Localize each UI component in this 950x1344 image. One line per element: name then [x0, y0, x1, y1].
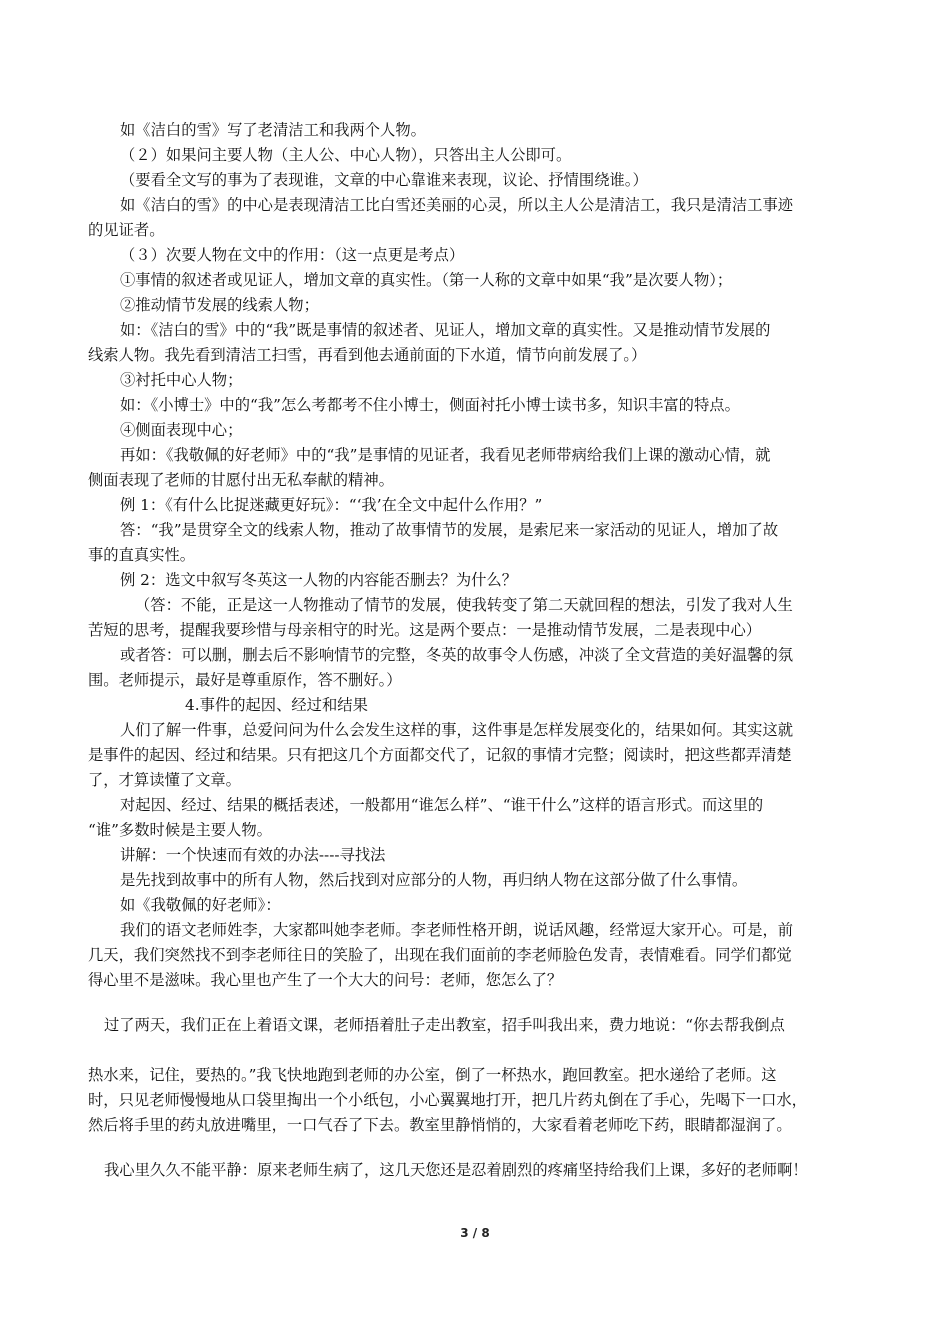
text-line: 对起因、经过、结果的概括表述，一般都用“谁怎么样”、“谁干什么”这样的语言形式。而这里的 [120, 796, 764, 814]
text-line: 事的直真实性。 [88, 546, 196, 564]
text-line: 的见证者。 [88, 221, 165, 239]
text-line: ③衬托中心人物； [120, 371, 243, 389]
text-line: （要看全文写的事为了表现谁，文章的中心靠谁来表现，议论、抒情围绕谁。） [120, 171, 648, 189]
text-line: 讲解：一个快速而有效的办法----寻找法 [120, 846, 386, 864]
text-line: 几天，我们突然找不到李老师往日的笑脸了，出现在我们面前的李老师脸色发青，表情难看。同学们都觉 [88, 946, 792, 964]
text-line: 我们的语文老师姓李，大家都叫她李老师。李老师性格开朗，说话风趣，经常逗大家开心。可是，前 [120, 921, 794, 939]
text-line: “谁”多数时候是主要人物。 [88, 821, 272, 839]
text-line: 如：《洁白的雪》中的“我”既是事情的叙述者、见证人，增加文章的真实性。又是推动情节发展的 [120, 321, 771, 339]
text-line: 如《洁白的雪》写了老清洁工和我两个人物。 [120, 121, 426, 139]
text-line: ②推动情节发展的线索人物； [120, 296, 319, 314]
text-line: 是事件的起因、经过和结果。只有把这几个方面都交代了，记叙的事情才完整；阅读时，把这些都弄清楚 [88, 746, 792, 764]
text-line: 或者答：可以删，删去后不影响情节的完整，冬英的故事令人伤感，冲淡了全文营造的美好温馨的氛 [120, 646, 794, 664]
text-line: 线索人物。我先看到清洁工扫雪，再看到他去通前面的下水道，情节向前发展了。） [88, 346, 647, 364]
text-line: 人们了解一件事，总爱问问为什么会发生这样的事，这件事是怎样发展变化的，结果如何。其实这就 [120, 721, 794, 739]
text-line: 时，只见老师慢慢地从口袋里掏出一个小纸包，小心翼翼地打开，把几片药丸倒在了手心，先喝下一口水， [88, 1091, 807, 1109]
text-line: （３）次要人物在文中的作用：（这一点更是考点） [120, 246, 465, 264]
page-number: 3 / 8 [460, 1226, 490, 1240]
text-line: 侧面表现了老师的甘愿付出无私奉献的精神。 [88, 471, 394, 489]
text-line: 例 1：《有什么比捉迷藏更好玩》：“‘我’在全文中起什么作用？” [120, 496, 543, 514]
text-line: 是先找到故事中的所有人物，然后找到对应部分的人物，再归纳人物在这部分做了什么事情。 [120, 871, 748, 889]
text-line: 再如：《我敬佩的好老师》中的“我”是事情的见证者，我看见老师带病给我们上课的激动心情，就 [120, 446, 771, 464]
text-line: ①事情的叙述者或见证人，增加文章的真实性。（第一人称的文章中如果“我”是次要人物）； [120, 271, 733, 289]
text-line: 得心里不是滋味。我心里也产生了一个大大的问号：老师，您怎么了？ [88, 971, 563, 989]
text-line: 然后将手里的药丸放进嘴里，一口气吞了下去。教室里静悄悄的，大家看着老师吃下药，眼睛都湿润了。 [88, 1116, 792, 1134]
text-line: 了，才算读懂了文章。 [88, 771, 241, 789]
text-line: 如《洁白的雪》的中心是表现清洁工比白雪还美丽的心灵，所以主人公是清洁工，我只是清洁工事迹 [120, 196, 794, 214]
text-line: 热水来，记住，要热的。”我飞快地跑到老师的办公室，倒了一杯热水，跑回教室。把水递给了老师。这 [88, 1066, 777, 1084]
text-line: 例 2：选文中叙写冬英这一人物的内容能否删去？为什么？ [120, 571, 518, 589]
section-heading: 4.事件的起因、经过和结果 [185, 696, 368, 714]
text-line: 我心里久久不能平静：原来老师生病了，这几天您还是忍着剧烈的疼痛坚持给我们上课，多好的老师啊！ [104, 1161, 808, 1179]
text-line: ④侧面表现中心； [120, 421, 243, 439]
text-line: （答：不能，正是这一人物推动了情节的发展，使我转变了第二天就回程的想法，引发了我对人生 [135, 596, 793, 614]
text-line: 过了两天，我们正在上着语文课，老师捂着肚子走出教室，招手叫我出来，费力地说：“你去帮我倒点 [104, 1016, 785, 1034]
text-line: 苦短的思考，提醒我要珍惜与母亲相守的时光。这是两个要点：一是推动情节发展，二是表现中心） [88, 621, 762, 639]
text-line: 如：《小博士》中的“我”怎么考都考不住小博士，侧面衬托小博士读书多，知识丰富的特点。 [120, 396, 740, 414]
text-line: 如《我敬佩的好老师》： [120, 896, 281, 914]
text-line: 围。老师提示，最好是尊重原作，答不删好。） [88, 671, 402, 689]
text-line: （２）如果问主要人物（主人公、中心人物），只答出主人公即可。 [120, 146, 572, 164]
text-line: 答：“我”是贯穿全文的线索人物，推动了故事情节的发展，是索尼来一家活动的见证人，增加了故 [120, 521, 779, 539]
